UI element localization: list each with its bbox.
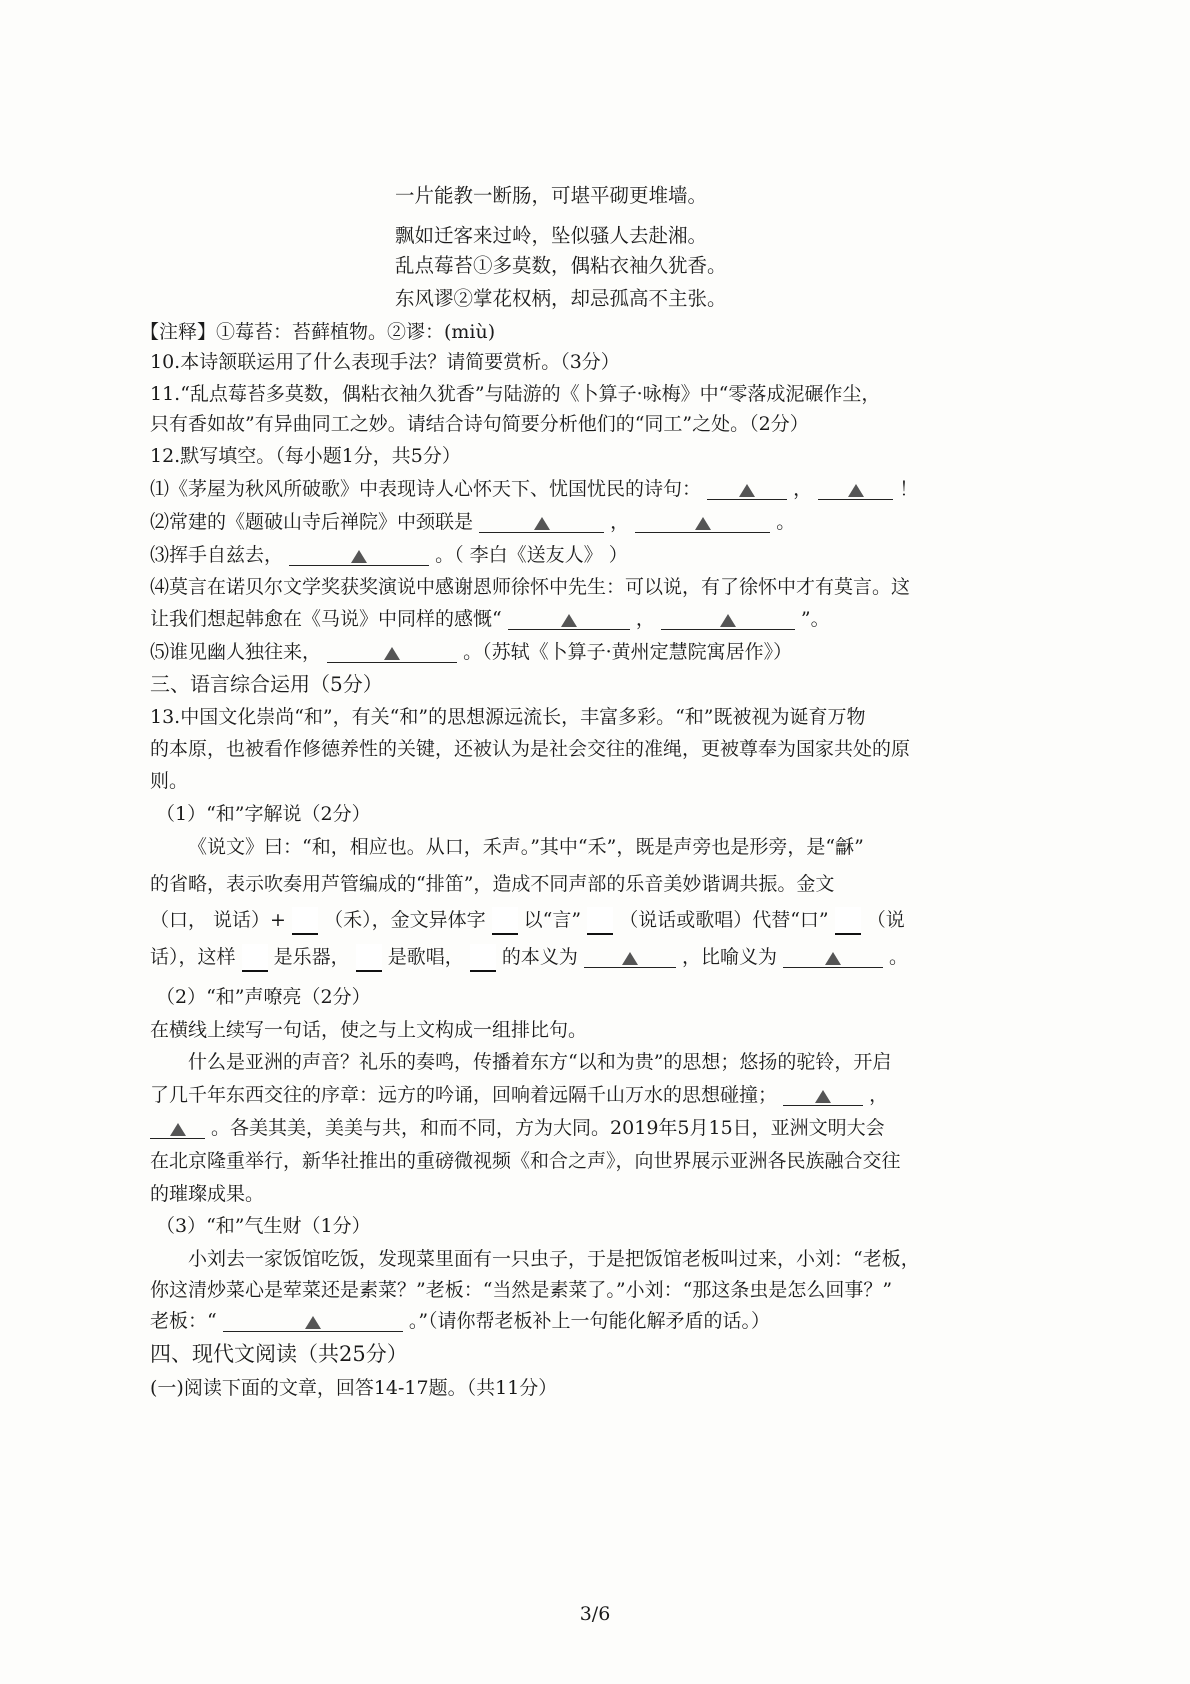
question-12: 12.默写填空。（每小题1分，共5分） <box>150 445 461 467</box>
question-12-5 <box>150 638 792 666</box>
part-2-line-1: 什么是亚洲的声音？礼乐的奏鸣，传播着东方“以和为贵”的思想；悠扬的驼铃，开启 <box>188 1051 892 1073</box>
ancient-character-glyph <box>835 907 861 935</box>
triangle-marker-icon <box>720 614 736 627</box>
p1-l4-seg-b: 是乐器， <box>273 946 350 968</box>
question-12-2 <box>150 508 795 536</box>
triangle-marker-icon <box>739 484 755 497</box>
part-1-title: （1）“和”字解说（2分） <box>156 803 371 825</box>
p1-l4-seg-a: 话），这样 <box>150 946 236 968</box>
q12-5-end: 。（苏轼《卜算子·黄州定慧院寓居作》） <box>463 641 793 663</box>
p3-l3-text: 老板：“ <box>150 1310 217 1332</box>
poem-line-3: 乱点莓苔①多莫数，偶粘衣袖久犹香。 <box>395 254 727 277</box>
poem-line-1: 一片能教一断肠，可堪平砌更堆墙。 <box>395 184 708 207</box>
section-3-heading: 三、语言综合运用（5分） <box>150 672 383 696</box>
q12-3-end: 。（ 李白《送友人》 ） <box>435 544 628 566</box>
part-2-title: （2）“和”声嘹亮（2分） <box>156 986 371 1008</box>
section-4-heading: 四、现代文阅读（共25分） <box>150 1342 408 1366</box>
q12-4-end: ”。 <box>800 608 830 630</box>
q12-1-text: ⑴《茅屋为秋风所破歌》中表现诗人心怀天下、忧国忧民的诗句： <box>150 478 702 500</box>
q12-4-sep: ， <box>635 608 655 630</box>
p1-l3-seg-b: （禾），金文异体字 <box>324 909 486 931</box>
triangle-marker-icon <box>384 647 400 660</box>
part-2-line-2 <box>150 1081 888 1109</box>
q12-1-end: ！ <box>899 478 919 500</box>
triangle-marker-icon <box>695 517 711 530</box>
q12-4-text: 让我们想起韩愈在《马说》中同样的感慨“ <box>150 608 502 630</box>
ancient-character-glyph <box>587 907 613 935</box>
ancient-character-glyph <box>292 907 318 935</box>
q12-1-sep: ， <box>793 478 813 500</box>
p2-l3-text: 。各美其美，美美与共，和而不同，方为大同。2019年5月15日，亚洲文明大会 <box>211 1117 885 1139</box>
page-number: 3/6 <box>579 1603 611 1625</box>
p1-l3-seg-a: （口， 说话）+ <box>150 909 286 931</box>
part-3-line-2: 你这清炒菜心是荤菜还是素菜？”老板：“当然是素菜了。”小刘：“那这条虫是怎么回事？” <box>150 1279 893 1301</box>
question-12-3 <box>150 541 628 569</box>
q12-2-sep: ， <box>610 511 630 533</box>
answer-blank[interactable] <box>783 1081 863 1106</box>
section-4-subheading: (一)阅读下面的文章，回答14-17题。（共11分） <box>150 1377 558 1399</box>
question-12-1 <box>150 475 918 503</box>
answer-blank[interactable] <box>818 475 893 500</box>
answer-blank[interactable] <box>150 1114 205 1139</box>
triangle-marker-icon <box>305 1316 321 1329</box>
part-1-line-1: 《说文》曰：“和，相应也。从口，禾声。”其中“禾”，既是声旁也是形旁，是“龢” <box>188 836 864 858</box>
answer-blank[interactable] <box>289 541 429 566</box>
triangle-marker-icon <box>561 614 577 627</box>
ancient-character-glyph <box>242 944 268 972</box>
p1-l4-seg-f: 。 <box>889 946 909 968</box>
triangle-marker-icon <box>351 550 367 563</box>
answer-blank[interactable] <box>223 1307 403 1332</box>
poem-line-4: 东风谬②掌花权柄，却忌孤高不主张。 <box>395 287 727 310</box>
poem-note: 【注释】①莓苔：苔藓植物。②谬：(miù) <box>140 321 496 343</box>
ancient-character-glyph <box>492 907 518 935</box>
answer-blank[interactable] <box>508 605 630 630</box>
answer-blank[interactable] <box>707 475 787 500</box>
triangle-marker-icon <box>825 952 841 965</box>
question-13-line-3: 则。 <box>150 770 189 792</box>
part-3-line-1: 小刘去一家饭馆吃饭，发现菜里面有一只虫子，于是把饭馆老板叫过来，小刘：“老板， <box>188 1248 920 1270</box>
p1-l3-seg-c: 以“言” <box>523 909 582 931</box>
question-11-line-1: 11.“乱点莓苔多莫数，偶粘衣袖久犹香”与陆游的《卜算子·咏梅》中“零落成泥碾作尘， <box>150 383 881 405</box>
answer-blank[interactable] <box>661 605 795 630</box>
p3-l3-end: 。”（请你帮老板补上一句能化解矛盾的话。） <box>408 1310 771 1332</box>
p1-l4-seg-e: ，比喻义为 <box>681 946 777 968</box>
p1-l3-seg-d: （说话或歌唱）代替“口” <box>619 909 829 931</box>
question-13-line-1: 13.中国文化崇尚“和”，有关“和”的思想源远流长，丰富多彩。“和”既被视为诞育万物 <box>150 706 866 728</box>
q12-2-text: ⑵常建的《题破山寺后禅院》中颈联是 <box>150 511 474 533</box>
part-1-line-2: 的省略，表示吹奏用芦管编成的“排笛”，造成不同声部的乐音美妙谐调共振。金文 <box>150 873 835 895</box>
question-13-line-2: 的本原，也被看作修德养性的关键，还被认为是社会交往的准绳，更被尊奉为国家共处的原 <box>150 738 911 760</box>
question-12-4-line-2 <box>150 605 830 633</box>
q12-3-text: ⑶挥手自兹去， <box>150 544 284 566</box>
p2-l2-text: 了几千年东西交往的序章：远方的吟诵，回响着远隔千山万水的思想碰撞； <box>150 1084 778 1106</box>
answer-blank[interactable] <box>479 508 604 533</box>
part-2-line-5: 的璀璨成果。 <box>150 1183 265 1205</box>
question-10: 10.本诗颔联运用了什么表现手法？请简要赏析。（3分） <box>150 351 620 373</box>
part-3-title: （3）“和”气生财（1分） <box>156 1215 371 1237</box>
triangle-marker-icon <box>848 484 864 497</box>
part-3-line-3 <box>150 1307 770 1335</box>
triangle-marker-icon <box>534 517 550 530</box>
poem-line-2: 飘如迁客来过岭，坠似骚人去赴湘。 <box>395 224 708 247</box>
answer-blank[interactable] <box>584 943 676 968</box>
question-12-4-line-1: ⑷莫言在诺贝尔文学奖获奖演说中感谢恩师徐怀中先生：可以说，有了徐怀中才有莫言。这 <box>150 576 911 598</box>
part-1-line-4 <box>150 943 908 972</box>
p1-l4-seg-d: 的本义为 <box>501 946 578 968</box>
question-11-line-2: 只有香如故”有异曲同工之妙。请结合诗句简要分析他们的“同工”之处。（2分） <box>150 413 809 435</box>
triangle-marker-icon <box>622 952 638 965</box>
part-1-line-3 <box>150 906 905 935</box>
ancient-character-glyph <box>356 944 382 972</box>
triangle-marker-icon <box>170 1123 186 1136</box>
answer-blank[interactable] <box>783 943 883 968</box>
part-2-line-3 <box>150 1114 885 1142</box>
p2-l2-end: ， <box>869 1084 889 1106</box>
part-2-instruction: 在横线上续写一句话，使之与上文构成一组排比句。 <box>150 1019 588 1041</box>
part-2-line-4: 在北京隆重举行，新华社推出的重磅微视频《和合之声》，向世界展示亚洲各民族融合交往 <box>150 1150 901 1172</box>
p1-l3-seg-e: （说 <box>866 909 905 931</box>
answer-blank[interactable] <box>327 638 457 663</box>
q12-2-end: 。 <box>776 511 796 533</box>
ancient-character-glyph <box>470 944 496 972</box>
answer-blank[interactable] <box>635 508 770 533</box>
q12-5-text: ⑸谁见幽人独往来， <box>150 641 322 663</box>
p1-l4-seg-c: 是歌唱， <box>387 946 464 968</box>
triangle-marker-icon <box>815 1090 831 1103</box>
